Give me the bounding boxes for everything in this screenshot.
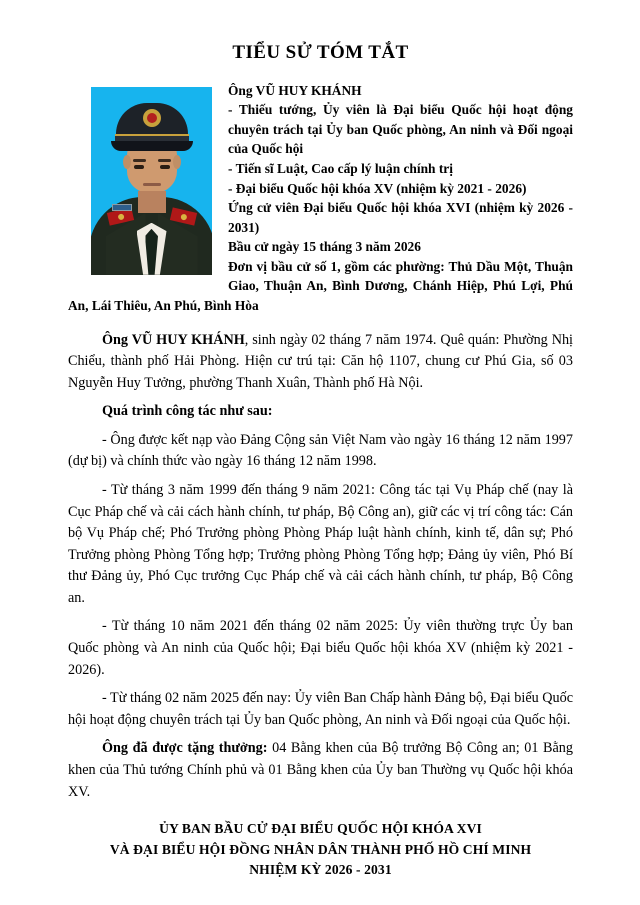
portrait-ear-right: [173, 155, 181, 169]
awards-label: Ông đã được tặng thưởng:: [102, 740, 268, 757]
summary-constituency: Đơn vị bầu cử số 1, gồm các phường: Thủ Dầu Một, Thuận Giao, Thuận An, Bình Dương, Chánh Hiệp, Phú Lợi, Phú An, Lái Thiêu, An Phú, Bình Hòa: [68, 258, 573, 313]
portrait-brow-right: [158, 159, 171, 162]
footer-line-3: NHIỆM KỲ 2026 - 2031: [249, 861, 392, 877]
footer-line-1: ỦY BAN BẦU CỬ ĐẠI BIỂU QUỐC HỘI KHÓA XVI: [159, 821, 482, 837]
biography-intro-rest: , sinh ngày 02 tháng 7 năm 1974. Quê quán: Phường Nhị Chiểu, thành phố Hải Phòng. Hiện cư trú tại: Căn hộ 1107, chung cư Phú Gia, số 03 Nguyễn Huy Tưởng, phường Thanh Xuân, Thành phố Hà Nội.: [68, 331, 573, 391]
name-badge: [112, 204, 132, 211]
summary-name: Ông VŨ HUY KHÁNH: [228, 82, 362, 98]
biography-body: [68, 330, 573, 804]
career-item: - Từ tháng 3 năm 1999 đến tháng 9 năm 2021: Công tác tại Vụ Pháp chế (nay là Cục Pháp chế và cải cách hành chính, tư pháp, Bộ Công an), giữ các vị trí công tác: Cán bộ Vụ Pháp chế; Phó Trưởng phòng Phòng Pháp luật hành chính, kinh tế, dân sự; Phó Trưởng phòng Phòng Tổng hợp; Trưởng phòng Phòng Tổng hợp; Đảng ủy viên, Phó Bí thư Đảng ủy, Phó Cục trưởng Cục Pháp chế và cải cách hành chính, tư pháp, Bộ Công an.: [68, 482, 573, 606]
header-band: [68, 79, 573, 316]
portrait-mouth: [143, 183, 161, 186]
document-footer: [68, 819, 573, 880]
career-item: - Ông được kết nạp vào Đảng Cộng sản Việt Nam vào ngày 16 tháng 12 năm 1997 (dự bị) và chính thức vào ngày 16 tháng 12 năm 1998.: [68, 431, 573, 470]
portrait-brow-left: [133, 159, 146, 162]
career-heading: [68, 401, 573, 423]
footer-line-2: VÀ ĐẠI BIỂU HỘI ĐỒNG NHÂN DÂN THÀNH PHỐ HỒ CHÍ MINH: [109, 841, 532, 857]
cap-badge-icon: [143, 109, 161, 127]
summary-election-date: Bầu cử ngày 15 tháng 3 năm 2026: [228, 239, 421, 255]
uniform-cap-brim: [111, 141, 193, 151]
summary-deputy-xv: - Đại biểu Quốc hội khóa XV (nhiệm kỳ 2021 - 2026): [228, 180, 527, 196]
portrait-neck: [138, 191, 166, 213]
portrait-illustration: [91, 87, 212, 275]
career-item: - Từ tháng 02 năm 2025 đến nay: Ủy viên Ban Chấp hành Đảng bộ, Đại biểu Quốc hội hoạt động chuyên trách tại Ủy ban Quốc phòng, An ninh và Đối ngoại của Quốc hội.: [68, 690, 573, 728]
portrait-ear-left: [123, 155, 131, 169]
awards-paragraph: [68, 738, 573, 803]
awards-text: 04 Bằng khen của Bộ trưởng Bộ Công an; 01 Bằng khen của Thủ tướng Chính phủ và 01 Bằng khen của Ủy ban Thường vụ Quốc hội khóa XV.: [68, 740, 573, 800]
page-title: TIỂU SỬ TÓM TẮT: [232, 42, 409, 63]
summary-education: - Tiến sĩ Luật, Cao cấp lý luận chính trị: [228, 161, 453, 177]
summary-candidate-xvi: Ứng cử viên Đại biểu Quốc hội khóa XVI (nhiệm kỳ 2026 - 2031): [228, 200, 573, 235]
biography-intro: [68, 330, 573, 395]
career-item: - Từ tháng 10 năm 2021 đến tháng 02 năm 2025: Ủy viên thường trực Ủy ban Quốc phòng và An ninh của Quốc hội; Đại biểu Quốc hội khóa XV (nhiệm kỳ 2021 - 2026).: [68, 618, 573, 678]
portrait-eye-right: [160, 165, 170, 169]
biography-intro-name: Ông VŨ HUY KHÁNH: [102, 331, 245, 348]
portrait-eye-left: [134, 165, 144, 169]
summary-rank: - Thiếu tướng, Ủy viên là Đại biểu Quốc hội hoạt động chuyên trách tại Ủy ban Quốc phòng, An ninh và Đối ngoại của Quốc hội: [228, 102, 573, 157]
career-heading-text: Quá trình công tác như sau:: [102, 403, 273, 420]
candidate-photo: [91, 87, 212, 275]
